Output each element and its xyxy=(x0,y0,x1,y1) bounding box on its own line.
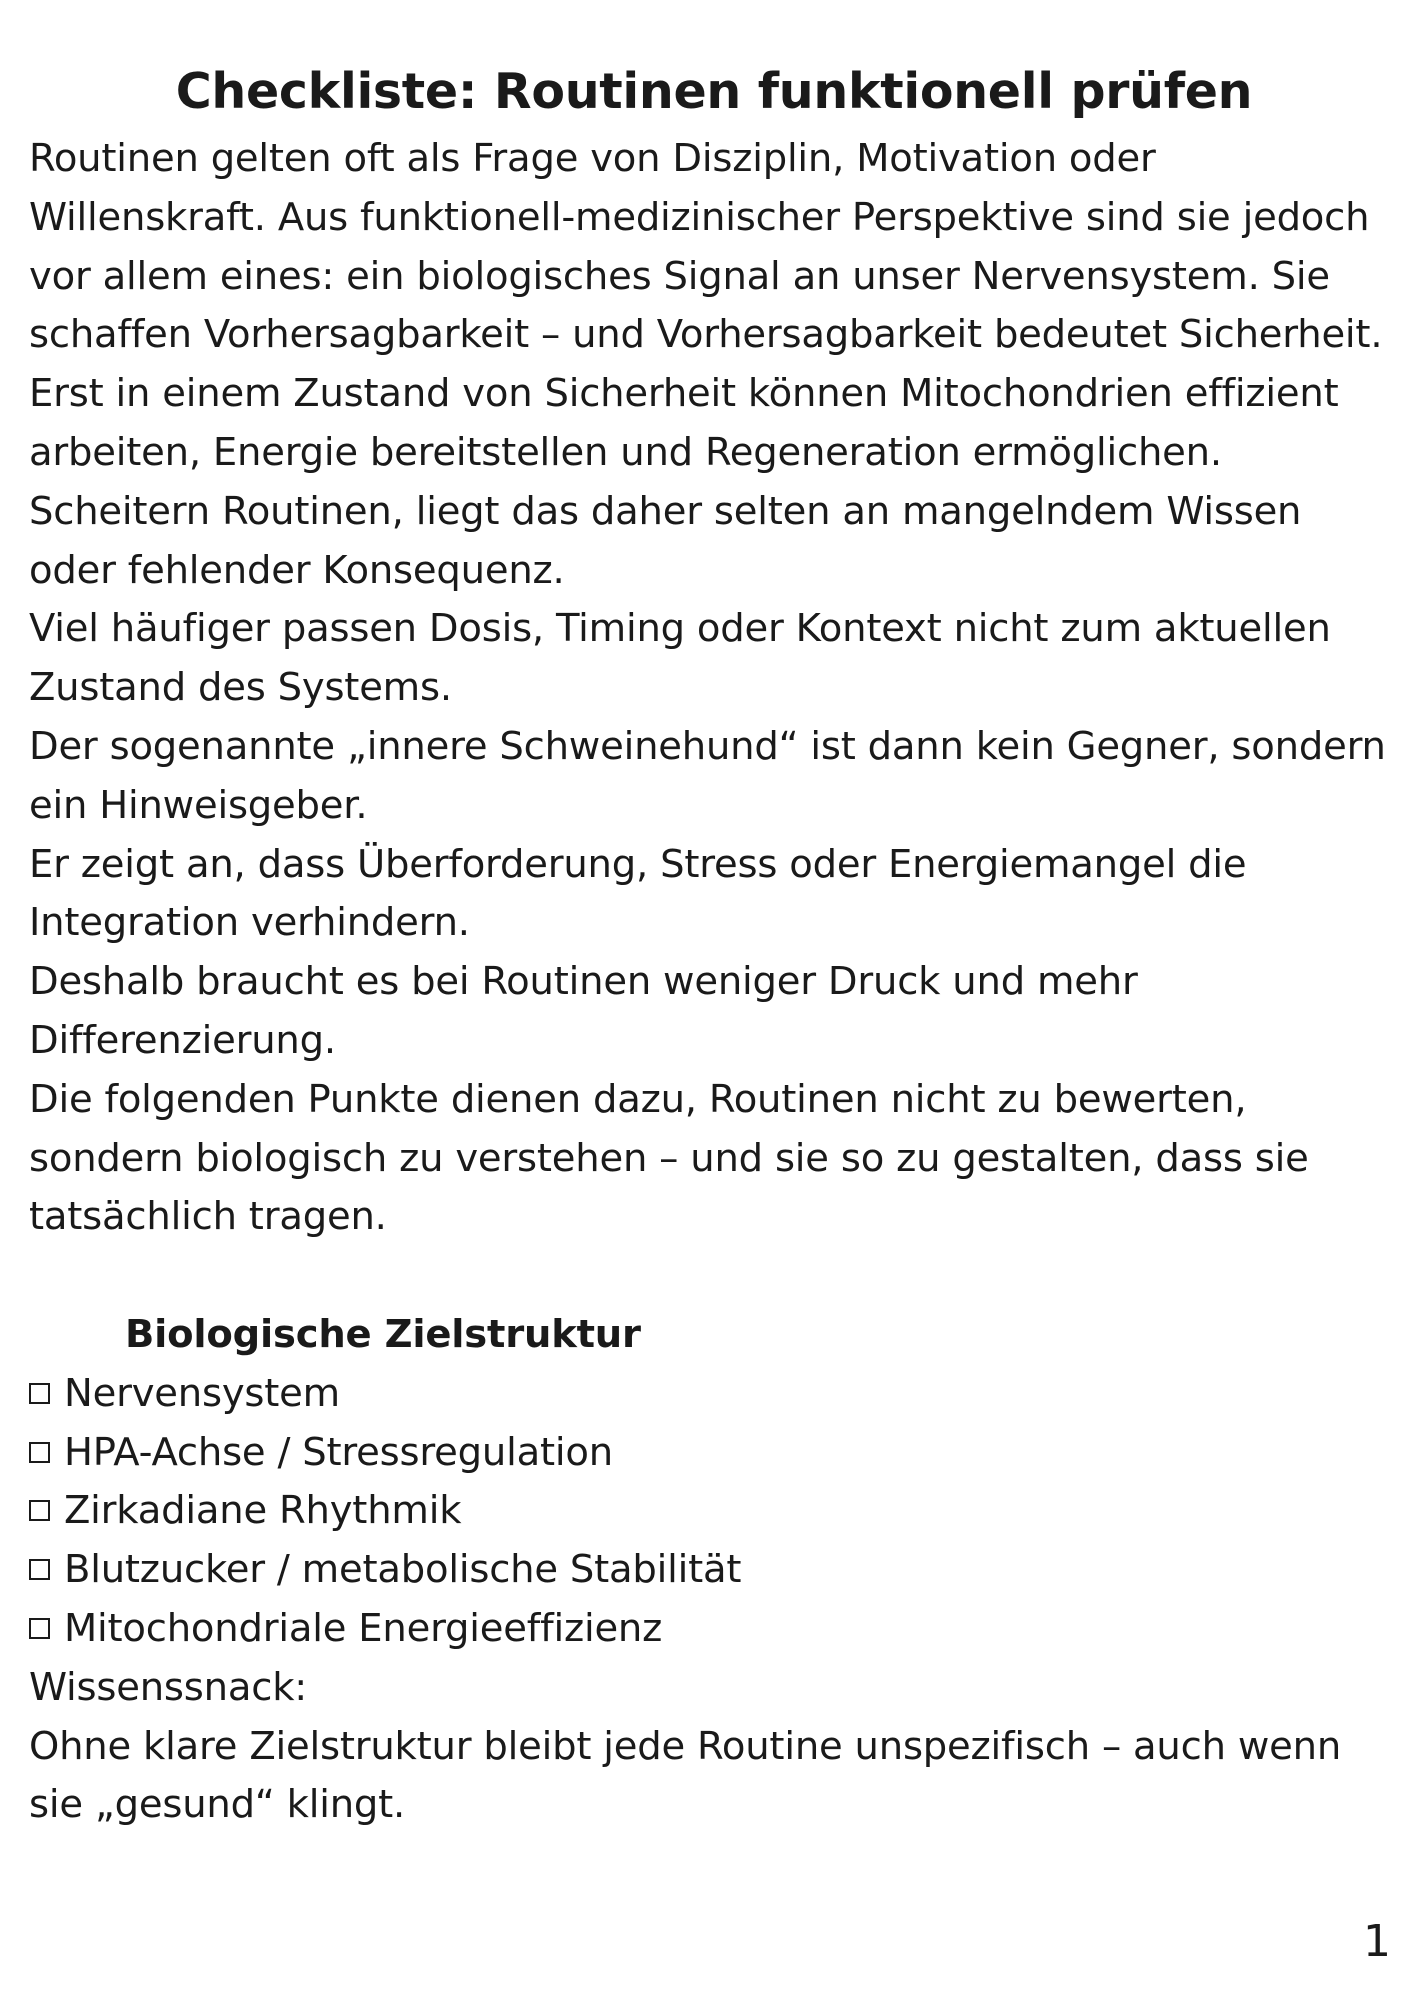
intro-paragraph: Der sogenannte „innere Schweinehund“ ist dann kein Gegner, sondern ein Hinweisgeber. xyxy=(29,723,1386,828)
checkbox-icon[interactable] xyxy=(29,1442,50,1463)
intro-paragraph: Scheitern Routinen, liegt das daher selten an mangelndem Wissen oder fehlender Konsequenz. xyxy=(29,488,1302,593)
checkbox-icon[interactable] xyxy=(29,1383,50,1404)
checklist-item-label: Blutzucker / metabolische Stabilität xyxy=(64,1547,742,1593)
document-body xyxy=(29,130,1399,1835)
checklist-item[interactable] xyxy=(29,1482,1399,1541)
checklist-item-label: Nervensystem xyxy=(64,1370,340,1416)
intro-paragraph: Viel häufiger passen Dosis, Timing oder Kontext nicht zum aktuellen Zustand des Systems. xyxy=(29,606,1331,711)
checkbox-icon[interactable] xyxy=(29,1500,50,1521)
intro-paragraph: Erst in einem Zustand von Sicherheit können Mitochondrien effizient arbeiten, Energie bereitstellen und Regeneration ermöglichen. xyxy=(29,371,1339,475)
document-page xyxy=(29,0,1399,1835)
tip-text: Ohne klare Zielstruktur bleibt jede Routine unspezifisch – auch wenn sie „gesund“ klingt. xyxy=(29,1723,1342,1828)
section-heading: Biologische Zielstruktur xyxy=(125,1311,641,1357)
checklist-item[interactable] xyxy=(29,1424,1399,1483)
page-number: 1 xyxy=(1363,1916,1391,1967)
tip-label: Wissenssnack: xyxy=(29,1664,308,1710)
spacer xyxy=(29,1247,1399,1306)
checkbox-icon[interactable] xyxy=(29,1618,50,1639)
checklist-item-label: Zirkadiane Rhythmik xyxy=(64,1488,462,1534)
checkbox-icon[interactable] xyxy=(29,1559,50,1580)
checklist-item[interactable] xyxy=(29,1600,1399,1659)
checklist-item[interactable] xyxy=(29,1365,1399,1424)
intro-paragraph: Die folgenden Punkte dienen dazu, Routinen nicht zu bewerten, sondern biologisch zu verstehen – und sie so zu gestalten, dass sie tatsächlich tragen. xyxy=(29,1076,1309,1240)
checklist-item-label: Mitochondriale Energieeffizienz xyxy=(64,1605,663,1651)
checklist-item[interactable] xyxy=(29,1541,1399,1600)
intro-paragraph: Er zeigt an, dass Überforderung, Stress oder Energiemangel die Integration verhindern. xyxy=(29,841,1247,946)
checklist xyxy=(29,1365,1399,1659)
intro-paragraph: Routinen gelten oft als Frage von Disziplin, Motivation oder Willenskraft. Aus funktionell-medizinischer Perspektive sind sie jedoch vor allem eines: ein biologisches Signal an unser Nervensystem. Sie schaffen Vorhersagbarkeit – und Vorhersagbarkeit bedeutet Sicherheit. xyxy=(29,136,1383,358)
page-title: Checkliste: Routinen funktionell prüfen xyxy=(175,63,1253,120)
checklist-item-label: HPA-Achse / Stressregulation xyxy=(64,1429,613,1475)
intro-paragraph: Deshalb braucht es bei Routinen weniger Druck und mehr Differenzierung. xyxy=(29,959,1138,1063)
